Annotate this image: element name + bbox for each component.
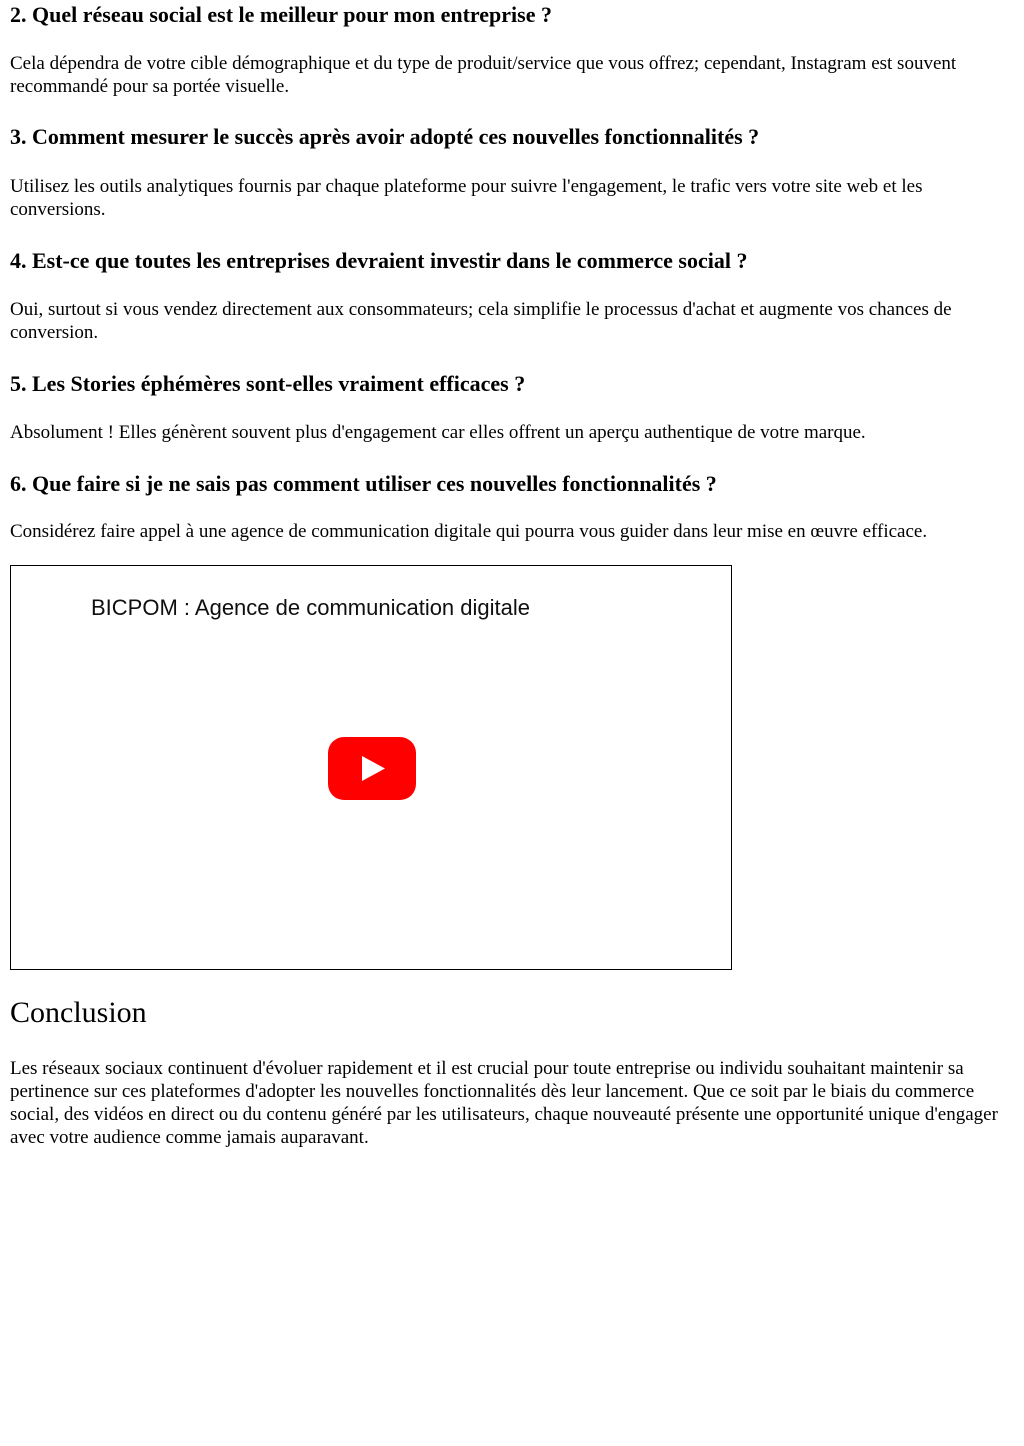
video-title[interactable]: BICPOM : Agence de communication digitale	[91, 595, 531, 620]
faq-question: 5. Les Stories éphémères sont-elles vraiment efficaces ?	[10, 371, 526, 396]
faq-question: 3. Comment mesurer le succès après avoir adopté ces nouvelles fonctionnalités ?	[10, 124, 760, 149]
conclusion-heading: Conclusion	[10, 996, 147, 1029]
faq-question: 6. Que faire si je ne sais pas comment utiliser ces nouvelles fonctionnalités ?	[10, 471, 717, 496]
youtube-play-icon	[328, 737, 416, 800]
faq-answer: Oui, surtout si vous vendez directement aux consommateurs; cela simplifie le processus d'achat et augmente vos chances de conversion.	[10, 299, 952, 343]
play-button[interactable]	[328, 737, 416, 800]
faq-question: 4. Est-ce que toutes les entreprises devraient investir dans le commerce social ?	[10, 248, 748, 273]
conclusion-paragraph: Les réseaux sociaux continuent d'évoluer rapidement et il est crucial pour toute entreprise ou individu souhaitant maintenir sa pertinence sur ces plateformes d'adopter les nouvelles fonctionnalités dès leur lancement. Que ce soit par le biais du commerce social, des vidéos en direct ou du contenu généré par les utilisateurs, chaque nouveauté présente une opportunité unique d'engager avec votre audience comme jamais auparavant.	[10, 1058, 998, 1148]
faq-answer: Absolument ! Elles génèrent souvent plus d'engagement car elles offrent un aperçu authentique de votre marque.	[10, 422, 866, 443]
video-embed[interactable]	[10, 565, 732, 970]
faq-answer: Cela dépendra de votre cible démographique et du type de produit/service que vous offrez; cependant, Instagram est souvent recommandé pour sa portée visuelle.	[10, 53, 957, 97]
faq-answer: Considérez faire appel à une agence de communication digitale qui pourra vous guider dans leur mise en œuvre efficace.	[10, 521, 928, 542]
faq-question: 2. Quel réseau social est le meilleur pour mon entreprise ?	[10, 2, 552, 27]
faq-answer: Utilisez les outils analytiques fournis par chaque plateforme pour suivre l'engagement, le trafic vers votre site web et les conversions.	[10, 176, 923, 220]
